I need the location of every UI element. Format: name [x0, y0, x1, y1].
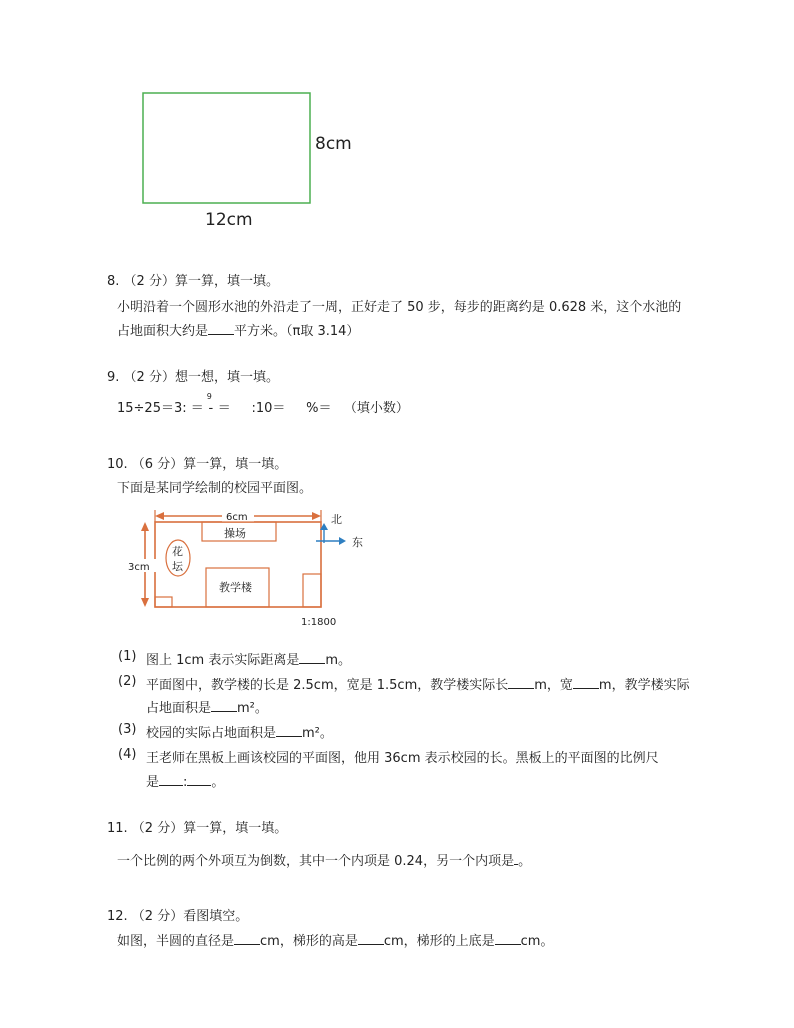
- q11-body: [117, 850, 531, 869]
- compass-north-label: 北: [331, 513, 342, 526]
- q9-part2: ＝: [190, 401, 204, 416]
- q9-part4: :10＝: [251, 401, 286, 416]
- q10-sub4-blank-1[interactable]: [159, 774, 183, 786]
- q10-sub4-number: (4): [118, 747, 137, 762]
- q8-answer-blank[interactable]: [208, 323, 234, 335]
- q10-sub3-text-a: 校园的实际占地面积是: [146, 726, 277, 741]
- q10-intro: 下面是某同学绘制的校园平面图。: [117, 481, 313, 496]
- flower-bed-label-1: 花: [172, 545, 183, 558]
- q10-heading: 10. （6 分）算一算，填一填。: [107, 457, 288, 472]
- q9-part5: %＝: [306, 401, 332, 416]
- q12-diameter-blank[interactable]: [234, 933, 260, 945]
- q10-sub2-line1: [146, 674, 690, 693]
- q10-sub3-blank[interactable]: [276, 725, 302, 737]
- campus-map: [120, 503, 390, 633]
- q8-line2-text-b: 平方米。（π取 3.14）: [234, 324, 360, 339]
- flower-bed-label-2: 坛: [172, 560, 183, 573]
- q10-sub4-blank-2[interactable]: [187, 774, 211, 786]
- q9-heading: 9. （2 分）想一想，填一填。: [107, 370, 279, 385]
- q10-sub2-number: (2): [118, 674, 137, 689]
- q10-sub1-text-a: 图上 1cm 表示实际距离是: [146, 653, 300, 668]
- width-arrow-left: [155, 512, 164, 520]
- rectangle-figure: [130, 80, 370, 240]
- q11-body-text: 一个比例的两个外项互为倒数，其中一个内项是 0.24，另一个内项是: [117, 854, 515, 869]
- q8-heading: 8. （2 分）算一算，填一填。: [107, 274, 279, 289]
- corner-box-right: [303, 574, 321, 607]
- q12-text-c: cm，梯形的上底是: [383, 934, 495, 949]
- q9-part3: ＝: [217, 401, 231, 416]
- q10-sub2-text-c: m，教学楼实际: [598, 678, 690, 693]
- q10-sub1-blank[interactable]: [299, 652, 325, 664]
- corner-box-left: [155, 597, 172, 607]
- q10-sub3-text-b: m²。: [302, 726, 333, 741]
- q11-body-tail: 。: [518, 854, 532, 869]
- rectangle-shape: [143, 93, 310, 203]
- q10-sub4-line1: 王老师在黑板上画该校园的平面图，他用 36cm 表示校园的长。黑板上的平面图的比例尺: [146, 751, 659, 766]
- q10-sub3: [146, 722, 333, 741]
- q9-equation: [117, 392, 409, 416]
- q9-part6: （填小数）: [343, 401, 409, 416]
- q11-heading: 11. （2 分）算一算，填一填。: [107, 821, 288, 836]
- q12-heading: 12. （2 分）看图填空。: [107, 909, 249, 924]
- q8-line2-text-a: 占地面积大约是: [117, 324, 209, 339]
- map-width-label: 6cm: [226, 512, 248, 523]
- q8-line2: [117, 320, 359, 339]
- q12-text-a: 如图，半圆的直径是: [117, 934, 235, 949]
- q10-sub2-text-d: 占地面积是: [146, 701, 212, 716]
- height-arrow-top: [141, 522, 149, 531]
- compass-east-label: 东: [352, 536, 363, 549]
- q10-sub1: [146, 649, 351, 668]
- q10-sub2-area-blank[interactable]: [211, 700, 237, 712]
- q9-fraction-top: 9: [206, 392, 212, 401]
- map-scale-label: 1:1800: [301, 617, 337, 628]
- q12-top-base-blank[interactable]: [495, 933, 521, 945]
- q10-sub2-text-e: m²。: [237, 701, 268, 716]
- q10-sub2-text-b: m，宽: [534, 678, 573, 693]
- map-height-label: 3cm: [128, 562, 150, 573]
- q12-text-b: cm，梯形的高是: [260, 934, 358, 949]
- q10-sub1-text-b: m。: [325, 653, 352, 668]
- q9-part1: 15÷25＝3:: [117, 401, 187, 416]
- q10-sub2-line2: [146, 697, 268, 716]
- teaching-building-label: 教学楼: [219, 581, 252, 594]
- q9-fraction: 9 -: [206, 392, 214, 416]
- q10-sub4-line2: [146, 771, 224, 790]
- compass-east-arrow: [339, 537, 346, 545]
- rectangle-width-label: 12cm: [205, 210, 253, 230]
- q10-sub4-text-d: 。: [211, 775, 225, 790]
- height-arrow-bottom: [141, 598, 149, 607]
- q8-line1: 小明沿着一个圆形水池的外沿走了一周，正好走了 50 步，每步的距离约是 0.628 米，这个水池的: [117, 300, 682, 315]
- rectangle-height-label: 8cm: [315, 134, 352, 154]
- q12-text-d: cm。: [520, 934, 554, 949]
- q10-sub2-text-a: 平面图中，教学楼的长是 2.5cm，宽是 1.5cm，教学楼实际长: [146, 678, 509, 693]
- width-arrow-right: [312, 512, 321, 520]
- q10-sub1-number: (1): [118, 649, 137, 664]
- q10-sub2-length-blank[interactable]: [508, 677, 534, 689]
- q10-sub2-width-blank[interactable]: [573, 677, 599, 689]
- q10-sub3-number: (3): [118, 722, 137, 737]
- q10-sub4-text-b: 是: [146, 775, 160, 790]
- playground-label: 操场: [224, 527, 246, 540]
- q12-height-blank[interactable]: [358, 933, 384, 945]
- q10-sub4-text-c: :: [183, 775, 188, 790]
- q12-body: [117, 930, 553, 949]
